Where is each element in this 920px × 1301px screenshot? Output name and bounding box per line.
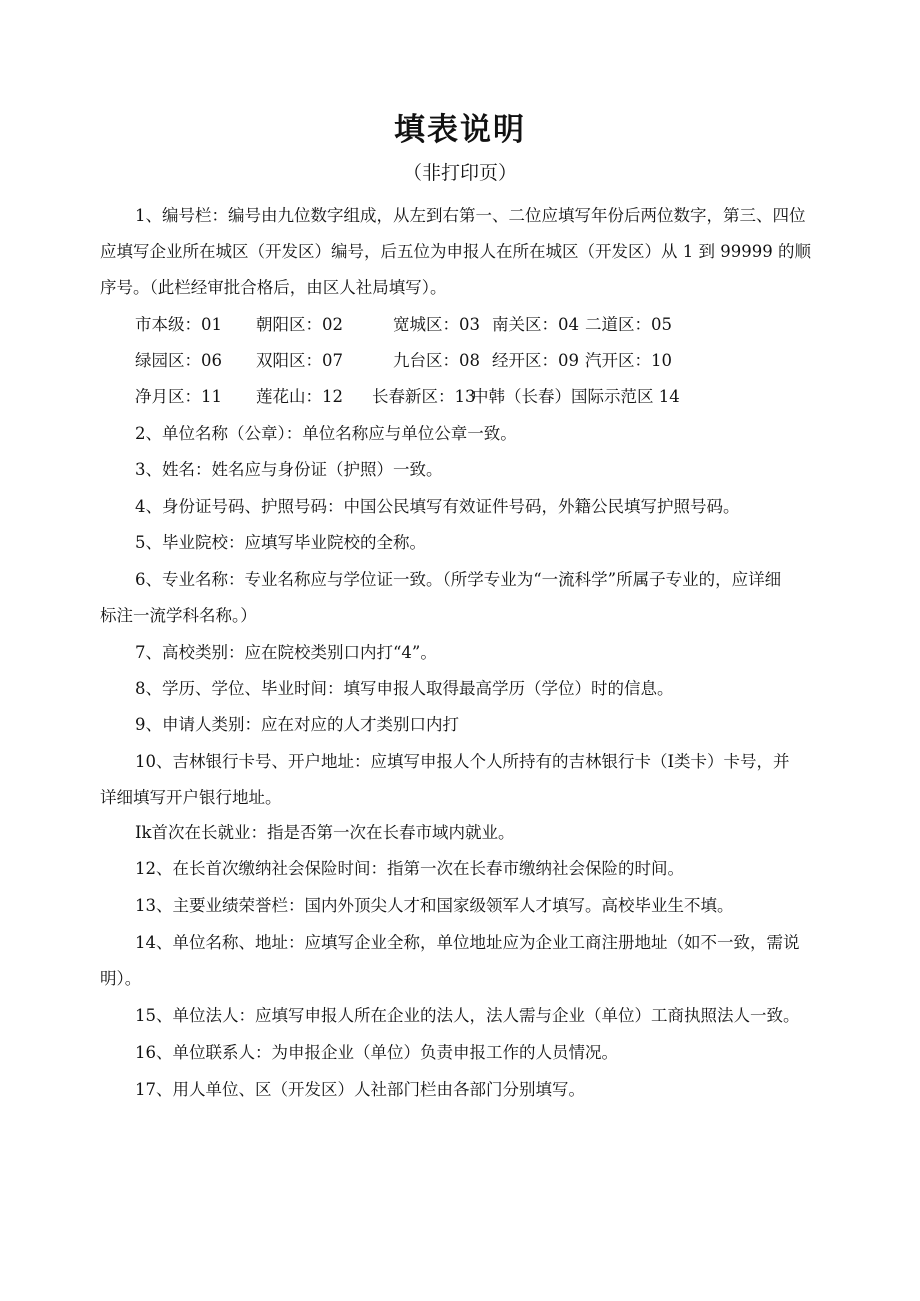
district-code: 市本级：01	[135, 315, 222, 334]
district-code: 朝阳区：02	[256, 315, 343, 334]
item-10: 10、吉林银行卡号、开户地址：应填写申报人个人所持有的吉林银行卡（I类卡）卡号，并 详细填写开户银行地址。	[100, 752, 790, 807]
district-code: 宽城区：03	[393, 315, 480, 334]
district-code: 莲花山：12	[256, 387, 343, 406]
district-code: 九台区：08	[393, 351, 480, 370]
district-code: 二道区：05	[585, 315, 672, 334]
item-13: 13、主要业绩荣誉栏：国内外顶尖人才和国家级领军人才填写。高校毕业生不填。	[135, 896, 734, 915]
page-title: 填表说明	[394, 112, 526, 148]
item-4: 4、身份证号码、护照号码：中国公民填写有效证件号码，外籍公民填写护照号码。	[135, 497, 740, 516]
item-17: 17、用人单位、区（开发区）人社部门栏由各部门分别填写。	[135, 1080, 585, 1099]
item-14: 14、单位名称、地址：应填写企业全称，单位地址应为企业工商注册地址（如不一致，需说 明）。	[100, 933, 800, 988]
district-code: 南关区：04	[492, 315, 579, 334]
district-code: 双阳区：07	[256, 351, 343, 370]
district-code: 绿园区：06	[135, 351, 222, 370]
district-code: 汽开区：10	[585, 351, 672, 370]
district-code: 长春新区：13	[372, 387, 476, 406]
district-code: 中韩（长春）国际示范区 14	[472, 387, 680, 406]
item-12: 12、在长首次缴纳社会保险时间：指第一次在长春市缴纳社会保险的时间。	[135, 859, 684, 878]
item-8: 8、学历、学位、毕业时间：填写申报人取得最高学历（学位）时的信息。	[135, 679, 674, 698]
item-16: 16、单位联系人：为申报企业（单位）负责申报工作的人员情况。	[135, 1043, 618, 1062]
item-7: 7、高校类别：应在院校类别口内打“4”。	[135, 643, 437, 662]
item-9: 9、申请人类别：应在对应的人才类别口内打	[135, 715, 459, 734]
page-subtitle: （非打印页）	[402, 162, 517, 184]
district-code: 净月区：11	[135, 387, 222, 406]
item-6: 6、专业名称：专业名称应与学位证一致。（所学专业为“一流科学”所属子专业的，应详细 标注一流学科名称。）	[100, 570, 782, 625]
district-code: 经开区：09	[492, 351, 579, 370]
item-15: 15、单位法人：应填写申报人所在企业的法人，法人需与企业（单位）工商执照法人一致。	[135, 1006, 800, 1025]
item-2: 2、单位名称（公章）：单位名称应与单位公章一致。	[135, 424, 517, 443]
item-3: 3、姓名：姓名应与身份证（护照）一致。	[135, 460, 443, 479]
item-5: 5、毕业院校：应填写毕业院校的全称。	[135, 533, 426, 552]
item-1: 1、编号栏：编号由九位数字组成，从左到右第一、二位应填写年份后两位数字，第三、四位 应填写企业所在城区（开发区）编号，后五位为申报人在所在城区（开发区）从 1 到 99999 的顺 序号。（此栏经审批合格后，由区人社局填写）。	[100, 206, 811, 297]
item-11: Ik首次在长就业：指是否第一次在长春市域内就业。	[135, 823, 515, 842]
